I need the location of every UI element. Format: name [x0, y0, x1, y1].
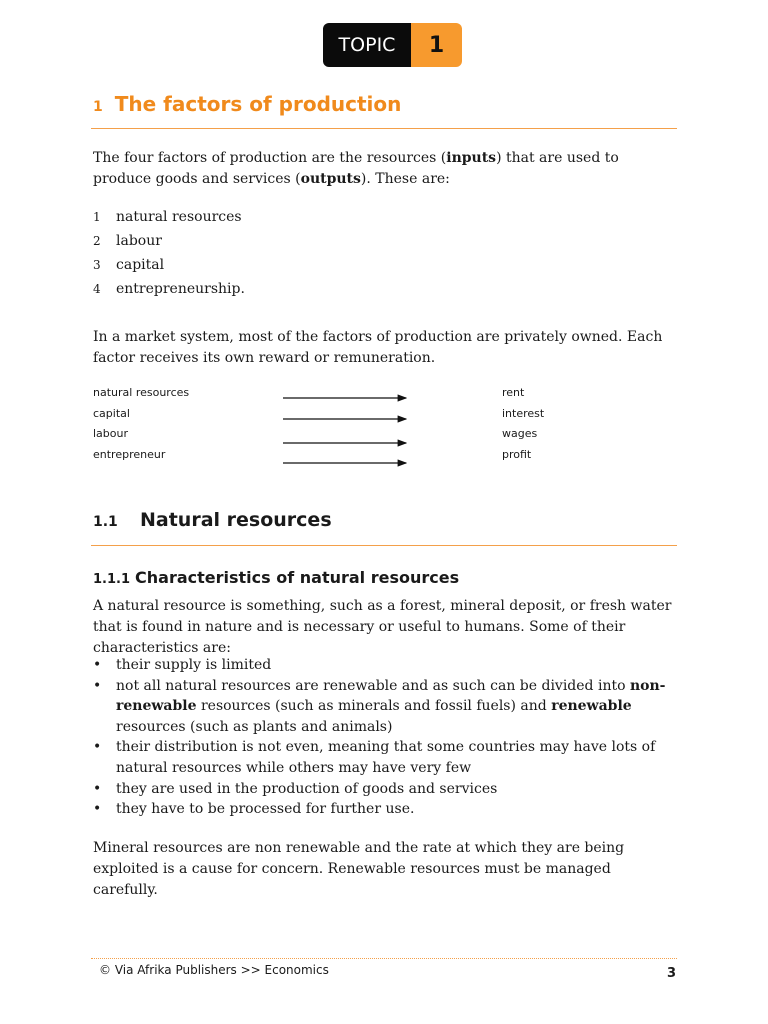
reward-label: rent — [502, 386, 525, 399]
factors-list — [93, 207, 245, 303]
subsection-number: 1.1 — [93, 514, 118, 530]
mineral-paragraph: Mineral resources are non renewable and the rate at which they are being exploited is a cause for concern. Renewable resources must be managed carefully. — [93, 840, 625, 898]
list-item: 2 labour — [93, 233, 162, 249]
list-item: 3 capital — [93, 257, 165, 273]
page-number: 3 — [667, 966, 677, 981]
topic-badge — [323, 23, 462, 67]
market-paragraph: In a market system, most of the factors of production are privately owned. Each factor receives its own reward or remuneration. — [93, 329, 663, 366]
list-item: • their supply is limited — [93, 657, 272, 673]
list-item: 4 entrepreneurship. — [93, 281, 245, 297]
reward-label: wages — [502, 427, 538, 440]
section-title: The factors of production — [114, 92, 402, 116]
topic-number: 1 — [411, 23, 462, 67]
list-item: • their distribution is not even, meaning that some countries may have lots of natural resources while others may have very few — [93, 739, 656, 776]
subsection-divider — [91, 545, 677, 546]
section-divider — [91, 128, 677, 129]
factor-label: labour — [93, 427, 129, 440]
natural-resource-intro: A natural resource is something, such as a forest, mineral deposit, or fresh water that is found in nature and is necessary or useful to humans. Some of their characteristics are: — [93, 598, 672, 656]
subsubsection-number: 1.1.1 — [93, 572, 131, 587]
subsection-title: Natural resources — [140, 509, 332, 531]
section-number: 1 — [93, 99, 103, 115]
list-item: • not all natural resources are renewable and as such can be divided into non-renewable resources (such as minerals and fossil fuels) and renewable resources (such as plants and animals) — [93, 677, 666, 735]
reward-label: profit — [502, 448, 532, 461]
intro-paragraph: The four factors of production are the resources (inputs) that are used to produce goods and services (outputs). These are: — [93, 150, 619, 187]
list-item: • they are used in the production of goods and services — [93, 780, 498, 797]
subsubsection-heading — [93, 568, 459, 587]
section-heading — [93, 92, 401, 116]
topic-label: TOPIC — [323, 23, 411, 67]
factor-label: natural resources — [93, 386, 190, 399]
footer-text: © Via Afrika Publishers >> Economics — [99, 963, 329, 977]
factor-label: entrepreneur — [93, 448, 166, 461]
reward-label: interest — [502, 407, 545, 420]
subsubsection-title: Characteristics of natural resources — [135, 568, 460, 587]
characteristics-list — [93, 655, 673, 820]
footer-divider — [91, 958, 677, 959]
arrows-svg — [282, 386, 412, 476]
factor-label: capital — [93, 407, 130, 420]
subsection-heading — [93, 509, 332, 531]
list-item: • they have to be processed for further use. — [93, 801, 415, 818]
list-item: 1 natural resources — [93, 209, 242, 225]
